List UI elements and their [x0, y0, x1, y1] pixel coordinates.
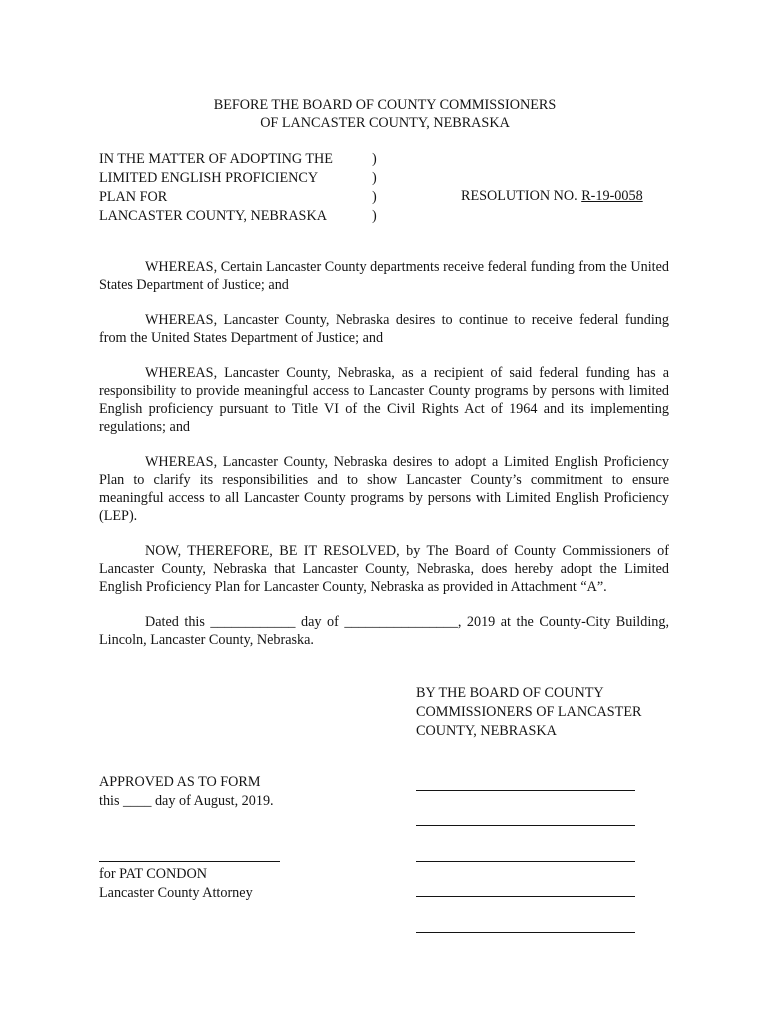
dated-paragraph: Dated this ____________ day of ________________, 2019 at the County-City Building, Lincoln, Lancaster County, Nebraska. [99, 614, 669, 648]
board-line-1: BY THE BOARD OF COUNTY [416, 685, 604, 701]
commissioner-signature-line[interactable] [416, 896, 635, 897]
whereas-paragraph-4: WHEREAS, Lancaster County, Nebraska desires to adopt a Limited English Proficiency Plan to clarify its responsibilities and to show Lancaster County’s commitment to ensure meaningful access to all Lancaster County programs by persons with Limited English Proficiency (LEP). [99, 454, 669, 524]
commissioner-signature-line[interactable] [416, 825, 635, 826]
matter-line-text: LANCASTER COUNTY, NEBRASKA [99, 208, 327, 224]
resolution-number-value: R-19-0058 [581, 188, 643, 204]
header-line-2: OF LANCASTER COUNTY, NEBRASKA [260, 115, 510, 131]
whereas-paragraph-3: WHEREAS, Lancaster County, Nebraska, as a recipient of said federal funding has a responsibility to provide meaningful access to Lancaster County programs by persons with limited English proficiency pursuant to Title VI of the Civil Rights Act of 1964 and its implementing regulations; and [99, 365, 669, 435]
board-line-2: COMMISSIONERS OF LANCASTER [416, 704, 642, 720]
resolution-number [461, 187, 643, 205]
attorney-signature-line[interactable] [99, 861, 280, 862]
matter-line [99, 188, 377, 207]
board-signature-heading [416, 684, 676, 741]
attorney-signature-block [99, 861, 280, 903]
document-header [0, 96, 770, 132]
whereas-paragraph-1: WHEREAS, Certain Lancaster County departments receive federal funding from the United States Department of Justice; and [99, 259, 669, 293]
approved-line-2: this ____ day of August, 2019. [99, 793, 274, 809]
matter-paren: ) [372, 208, 377, 224]
matter-paren: ) [372, 189, 377, 205]
header-line-1: BEFORE THE BOARD OF COUNTY COMMISSIONERS [213, 97, 557, 113]
approved-as-to-form [99, 773, 274, 811]
resolution-body [99, 258, 669, 666]
board-line-3: COUNTY, NEBRASKA [416, 723, 557, 739]
matter-paren: ) [372, 151, 377, 167]
whereas-paragraph-2: WHEREAS, Lancaster County, Nebraska desires to continue to receive federal funding from the United States Department of Justice; and [99, 312, 669, 346]
commissioner-signature-line[interactable] [416, 932, 635, 933]
matter-line-text: PLAN FOR [99, 189, 168, 205]
matter-line [99, 150, 377, 169]
matter-line-text: IN THE MATTER OF ADOPTING THE [99, 151, 333, 167]
matter-line [99, 169, 377, 188]
resolved-paragraph: NOW, THEREFORE, BE IT RESOLVED, by The Board of County Commissioners of Lancaster County, Nebraska that Lancaster County, Nebraska, does hereby adopt the Limited English Proficiency Plan for Lancaster County, Nebraska as provided in Attachment “A”. [99, 543, 669, 595]
commissioner-signature-line[interactable] [416, 790, 635, 791]
attorney-line-1: for PAT CONDON [99, 866, 207, 882]
matter-line-text: LIMITED ENGLISH PROFICIENCY [99, 170, 319, 186]
attorney-line-2: Lancaster County Attorney [99, 885, 253, 901]
resolution-label: RESOLUTION NO. [461, 188, 578, 204]
matter-caption [99, 150, 377, 226]
matter-paren: ) [372, 170, 377, 186]
matter-line [99, 207, 377, 226]
commissioner-signature-line[interactable] [416, 861, 635, 862]
approved-line-1: APPROVED AS TO FORM [99, 774, 261, 790]
